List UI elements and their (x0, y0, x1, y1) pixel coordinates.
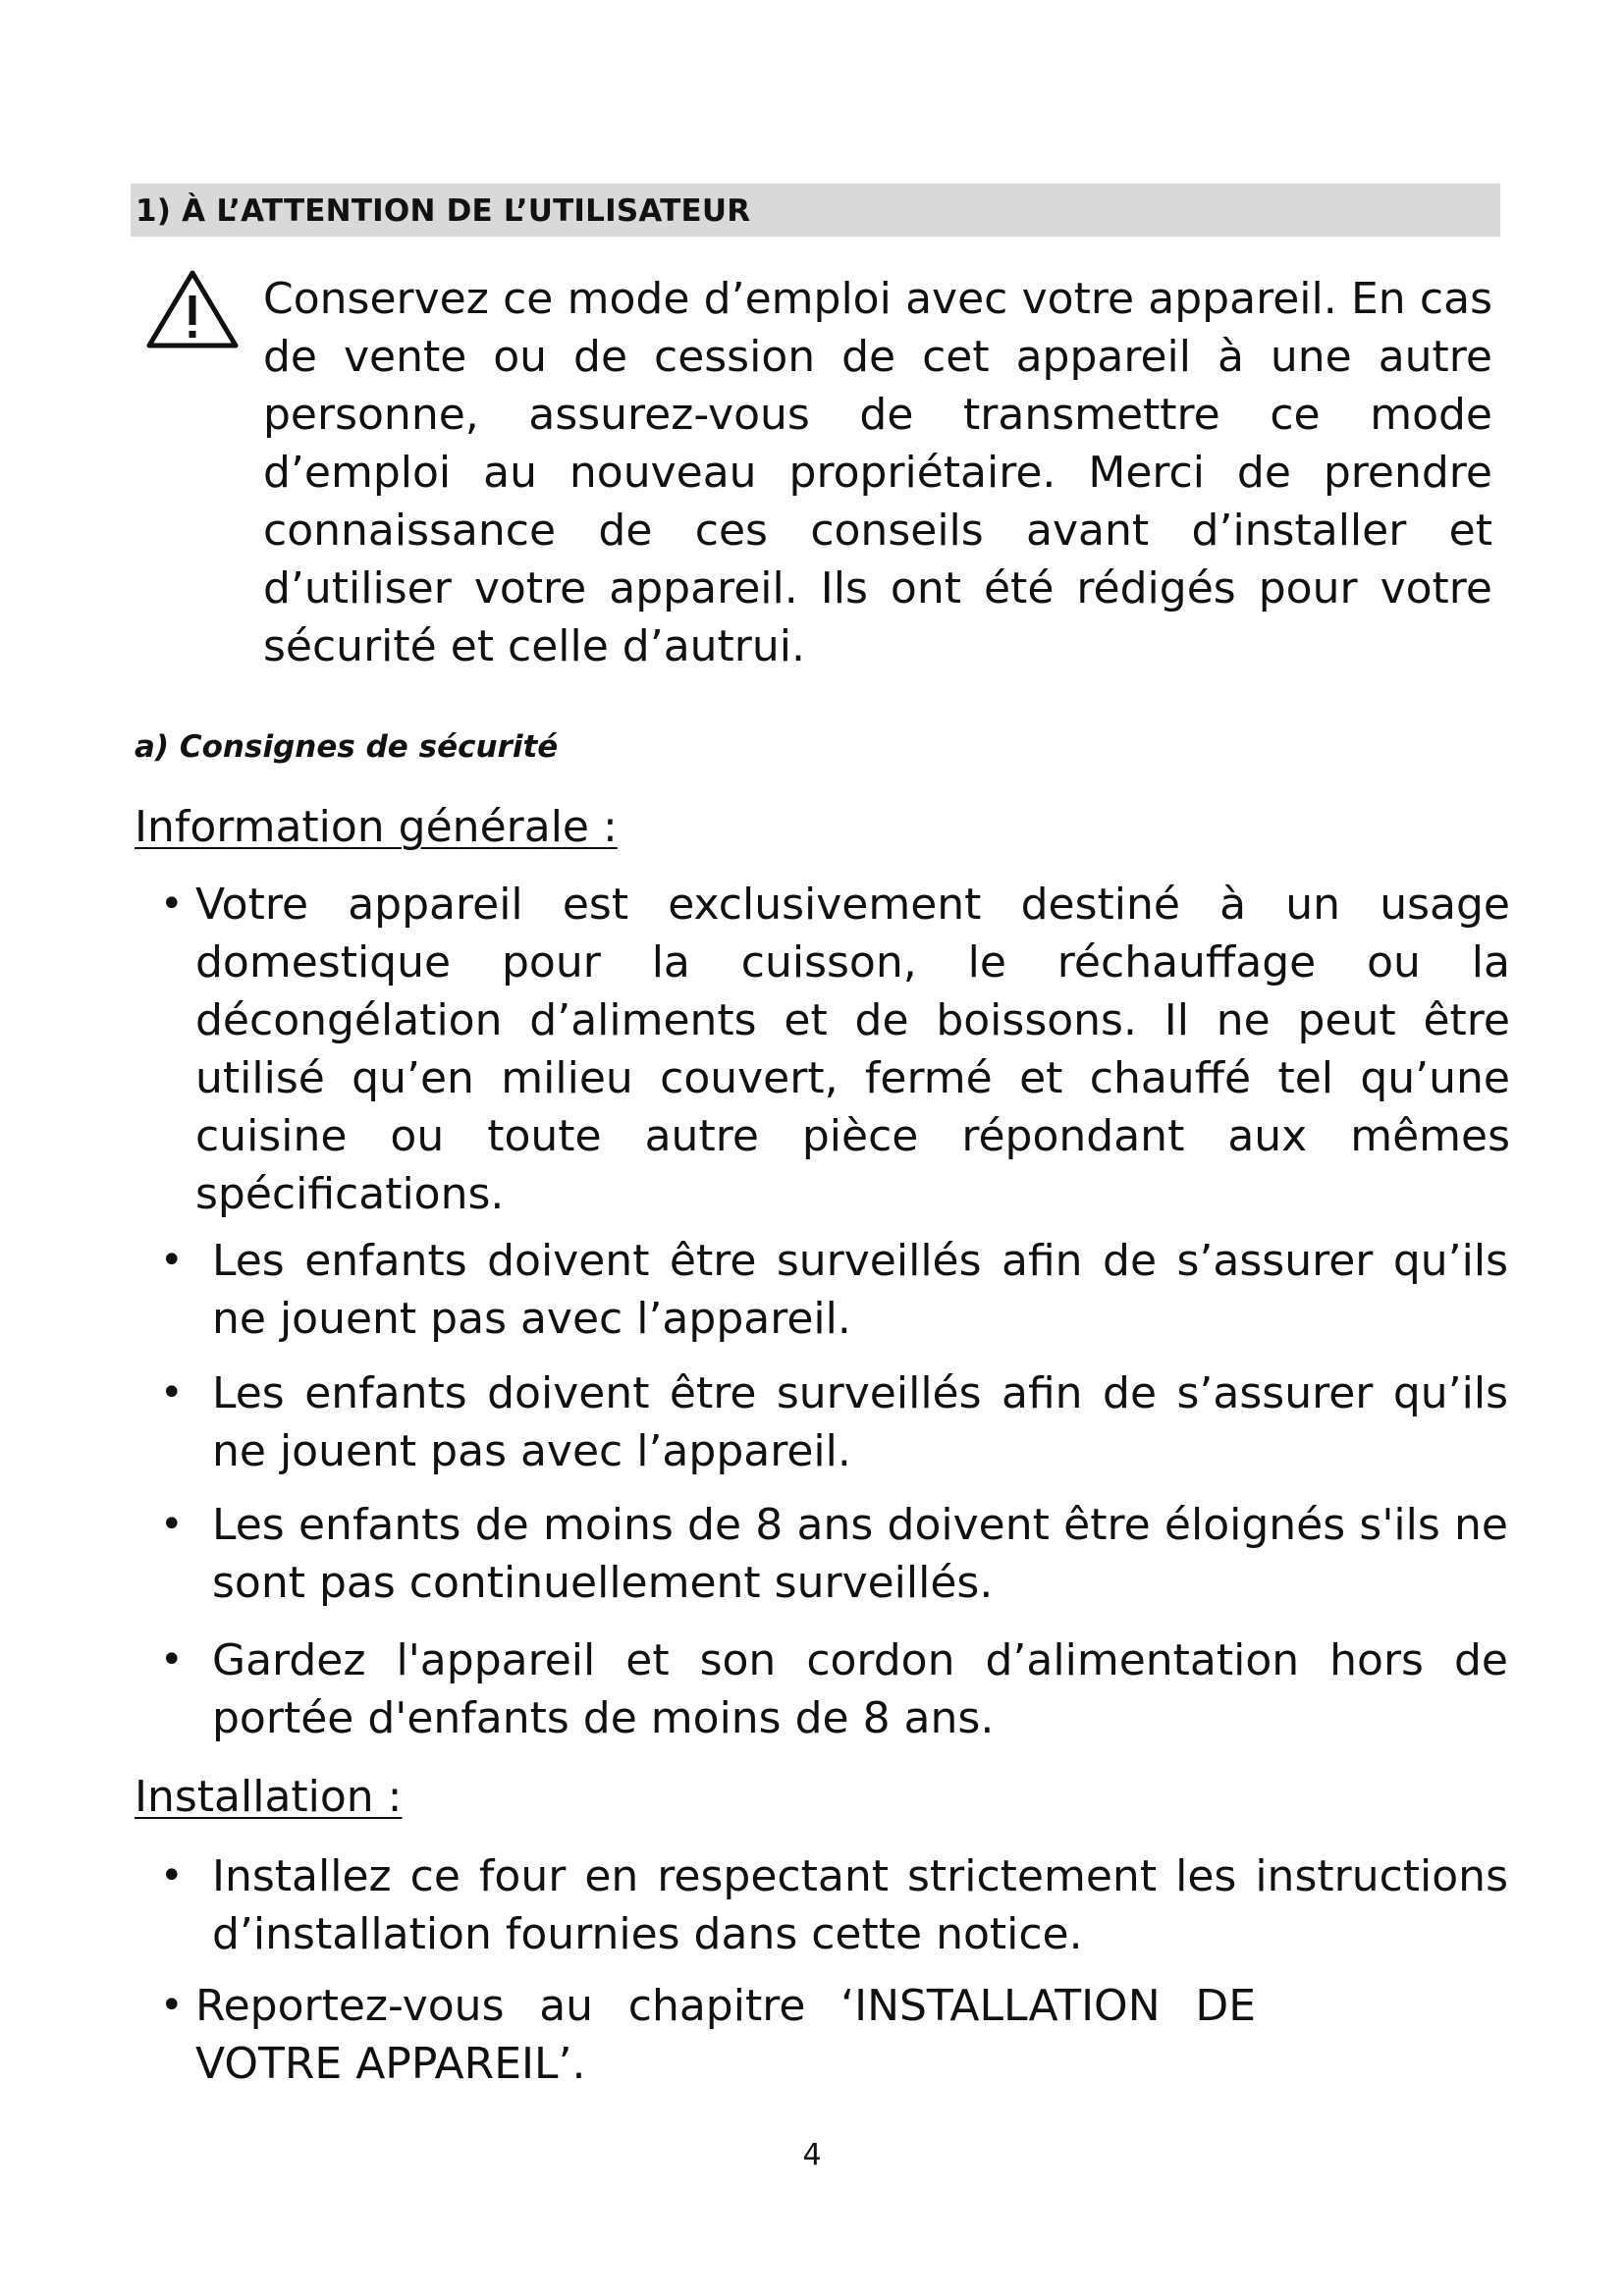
installation-heading: Installation : (135, 1772, 403, 1822)
bullet-icon: • (160, 881, 184, 927)
section-title: 1) À L’ATTENTION DE L’UTILISATEUR (135, 193, 751, 229)
bullet-icon: • (160, 1853, 184, 1898)
warning-triangle-icon (145, 269, 240, 349)
list-item-text: Gardez l'appareil et son cordon d’alimentation hors de portée d'enfants de moins de 8 ans. (212, 1635, 1508, 1743)
bullet-icon: • (160, 1637, 184, 1682)
general-information-heading: Information générale : (135, 802, 618, 852)
bullet-icon: • (160, 1983, 184, 2028)
intro-paragraph: Conservez ce mode d’emploi avec votre appareil. En cas de vente ou de cession de cet appareil à une autre personne, assurez-vous de transmettre ce mode d’emploi au nouveau propriétaire. Merci de prendre connaissance de ces conseils avant d’installer et d’utiliser votre appareil. Ils ont été rédigés pour votre sécurité et celle d’autrui. (263, 274, 1492, 671)
list-item-text: Votre appareil est exclusivement destiné à un usage domestique pour la cuisson, le réchauffage ou la décongélation d’aliments et de boissons. Il ne peut être utilisé qu’en milieu couvert, fermé et chauffé tel qu’une cuisine ou toute autre pièce répondant aux mêmes spécifications. (195, 880, 1510, 1219)
list-item-text: Les enfants doivent être surveillés afin de s’assurer qu’ils ne jouent pas avec l’appareil. (212, 1368, 1508, 1476)
bullet-icon: • (160, 1502, 184, 1547)
list-item-text: Les enfants doivent être surveillés afin de s’assurer qu’ils ne jouent pas avec l’appareil. (212, 1236, 1508, 1344)
bullet-icon: • (160, 1238, 184, 1283)
bullet-icon: • (160, 1370, 184, 1415)
list-item-text: Reportez-vous au chapitre ‘INSTALLATION DE VOTRE APPAREIL’. (195, 1981, 1256, 2089)
page-number: 4 (802, 2138, 822, 2172)
subsection-title: a) Consignes de sécurité (135, 729, 559, 765)
list-item-text: Les enfants de moins de 8 ans doivent être éloignés s'ils ne sont pas continuellement surveillés. (212, 1500, 1508, 1608)
list-item-text: Installez ce four en respectant strictement les instructions d’installation fournies dans cette notice. (212, 1851, 1508, 1959)
